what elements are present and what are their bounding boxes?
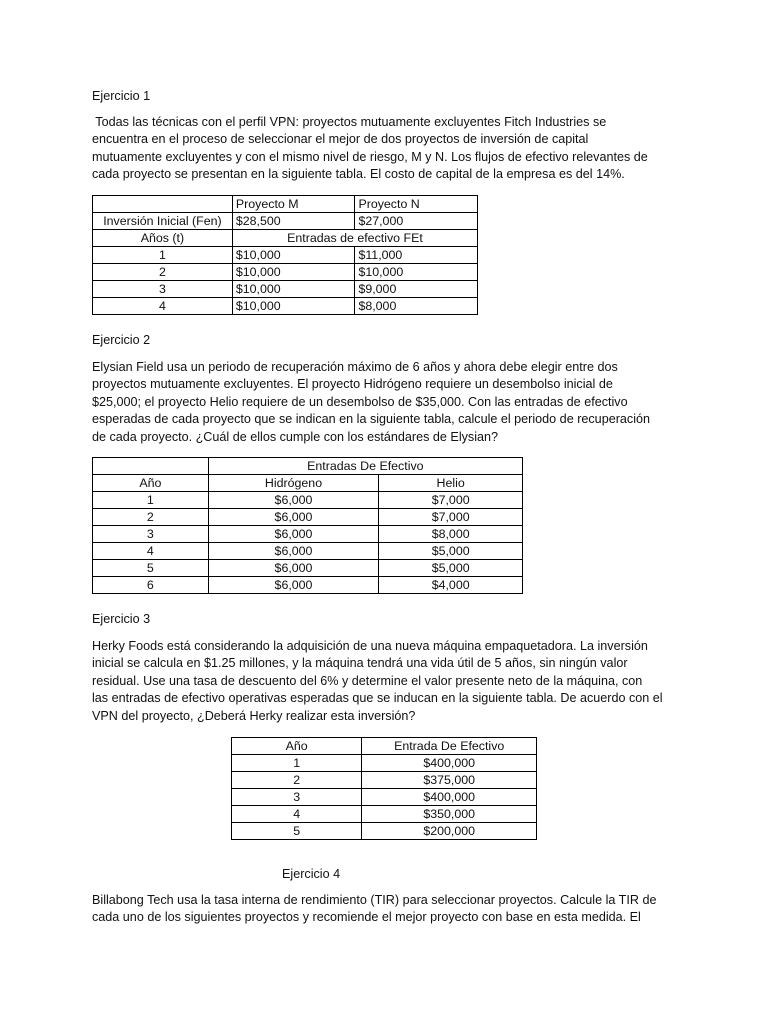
table-cell: $10,000 [232, 264, 355, 281]
table-cell: 1 [232, 755, 362, 772]
table-cell: 1 [93, 247, 233, 264]
paragraph-line: las entradas de efectivo operativas esperadas que se inducan en la siguiente tabla. De acuerdo con el [92, 691, 663, 706]
table-cell: 4 [93, 543, 209, 560]
table-header-cell: Helio [379, 475, 523, 492]
table-row [93, 264, 478, 281]
table-cell: $6,000 [208, 509, 379, 526]
table-cell: $6,000 [208, 543, 379, 560]
table-cell: $8,000 [379, 526, 523, 543]
group-header: Entradas De Efectivo [208, 458, 522, 475]
table-row [93, 560, 523, 577]
table-cell: 4 [232, 806, 362, 823]
table-row [93, 577, 523, 594]
table-cell: $8,000 [355, 298, 478, 315]
paragraph-line: encuentra en el proceso de seleccionar el mejor de dos proyectos de inversión de capital [92, 132, 589, 147]
table-cell: $375,000 [362, 772, 537, 789]
table-cell: 2 [93, 509, 209, 526]
table-cell: $11,000 [355, 247, 478, 264]
exercise-2-title: Ejercicio 2 [92, 333, 151, 347]
table-cell: 3 [93, 526, 209, 543]
table-cell: $6,000 [208, 560, 379, 577]
table-row [232, 823, 537, 840]
table-row [93, 298, 478, 315]
paragraph-line: Billabong Tech usa la tasa interna de rendimiento (TIR) para seleccionar proyectos. Calcule la TIR de [92, 893, 657, 907]
exercise-2-paragraph [92, 359, 682, 446]
exercise-3-paragraph [92, 638, 682, 725]
paragraph-line: $25,000; el proyecto Helio requiere de un desembolso de $35,000. Con las entradas de efectivo [92, 394, 628, 409]
table-cell: 5 [93, 560, 209, 577]
table-cell: 6 [93, 577, 209, 594]
exercise-1-paragraph [92, 114, 682, 184]
table-row [93, 543, 523, 560]
table-row [232, 806, 537, 823]
exercise-4-title: Ejercicio 4 [282, 867, 341, 881]
table-header-row [93, 196, 478, 213]
table-cell: $6,000 [208, 577, 379, 594]
table-cell: $6,000 [208, 492, 379, 509]
table-row [93, 213, 478, 230]
table-cell: $10,000 [232, 247, 355, 264]
paragraph-line: VPN del proyecto, ¿Deberá Herky realizar esta inversión? [92, 708, 416, 723]
table-header-cell: Año [232, 738, 362, 755]
table-row [232, 789, 537, 806]
paragraph-line: residual. Use una tasa de descuento del 6% y determine el valor presente neto de la máquina, con [92, 673, 643, 688]
table-header-cell: Hidrógeno [208, 475, 379, 492]
table-row [93, 509, 523, 526]
table-cell: $7,000 [379, 509, 523, 526]
table-row [93, 281, 478, 298]
table-cell: 5 [232, 823, 362, 840]
paragraph-line: mutuamente excluyentes y con el mismo nivel de riesgo, M y N. Los flujos de efectivo relevantes de [92, 149, 648, 164]
paragraph-line: de cada proyecto. ¿Cuál de ellos cumple con los estándares de Elysian? [92, 429, 499, 444]
exercise-1-title: Ejercicio 1 [92, 89, 151, 103]
exercise-3-table [231, 737, 537, 840]
table-cell [93, 458, 209, 475]
table-cell: 2 [232, 772, 362, 789]
table-cell: 2 [93, 264, 233, 281]
table-cell: $10,000 [232, 281, 355, 298]
flows-label: Entradas de efectivo FEt [232, 230, 477, 247]
table-row [93, 492, 523, 509]
table-cell: $28,500 [232, 213, 355, 230]
paragraph-line: proyectos mutuamente excluyentes. El proyecto Hidrógeno requiere un desembolso inicial de [92, 377, 613, 392]
table-cell: $400,000 [362, 789, 537, 806]
table-cell: $5,000 [379, 560, 523, 577]
table-cell: $400,000 [362, 755, 537, 772]
paragraph-line: esperadas de cada proyecto que se indican en la siguiente tabla, calcule el periodo de recuperación [92, 412, 650, 427]
table-cell: $7,000 [379, 492, 523, 509]
exercise-1-table [92, 195, 478, 315]
table-cell: $5,000 [379, 543, 523, 560]
table-cell: 3 [232, 789, 362, 806]
table-cell: $6,000 [208, 526, 379, 543]
table-row [232, 772, 537, 789]
exercise-2-table [92, 457, 523, 594]
table-header-cell: Entrada De Efectivo [362, 738, 537, 755]
table-cell: $27,000 [355, 213, 478, 230]
table-cell: 3 [93, 281, 233, 298]
table-header-cell: Proyecto N [355, 196, 478, 213]
table-row [93, 247, 478, 264]
table-cell: $350,000 [362, 806, 537, 823]
paragraph-line: cada proyecto se presentan en la siguiente tabla. El costo de capital de la empresa es del 14%. [92, 167, 625, 182]
table-cell [93, 196, 233, 213]
table-cell: $10,000 [355, 264, 478, 281]
exercise-4-paragraph [92, 892, 682, 927]
table-header-cell: Proyecto M [232, 196, 355, 213]
paragraph-line: cada uno de los siguientes proyectos y recomiende el mejor proyecto con base en esta medida. El [92, 910, 641, 925]
table-cell: $9,000 [355, 281, 478, 298]
table-header-row [232, 738, 537, 755]
table-row [93, 526, 523, 543]
table-cell: $200,000 [362, 823, 537, 840]
table-header-cell: Año [93, 475, 209, 492]
table-cell: 4 [93, 298, 233, 315]
table-row [93, 230, 478, 247]
exercise-3-title: Ejercicio 3 [92, 612, 151, 626]
investment-label: Inversión Inicial (Fen) [93, 213, 233, 230]
table-cell: $4,000 [379, 577, 523, 594]
paragraph-line: inicial se calcula en $1.25 millones, y la máquina tendrá una vida útil de 5 años, sin ningún valor [92, 656, 628, 671]
table-row [232, 755, 537, 772]
paragraph-line: Elysian Field usa un periodo de recuperación máximo de 6 años y ahora debe elegir entre dos [92, 360, 618, 374]
table-cell: 1 [93, 492, 209, 509]
table-header-row [93, 475, 523, 492]
table-header-row [93, 458, 523, 475]
years-label: Años (t) [93, 230, 233, 247]
table-cell: $10,000 [232, 298, 355, 315]
paragraph-line: Todas las técnicas con el perfil VPN: proyectos mutuamente excluyentes Fitch Industries se [92, 115, 607, 129]
paragraph-line: Herky Foods está considerando la adquisición de una nueva máquina empaquetadora. La inversión [92, 639, 648, 653]
